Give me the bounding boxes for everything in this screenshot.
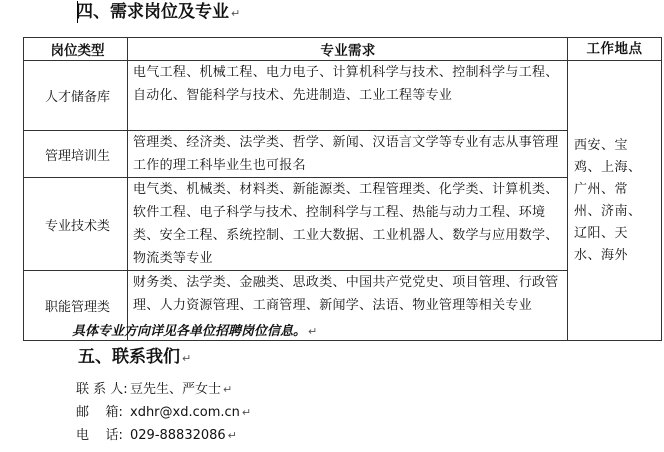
majors-cell: 财务类、法学类、金融类、思政类、中国共产党党史、项目管理、行政管理、人力资源管理、工商管理、新闻学、法语、物业管理等相关专业 [128,271,568,341]
position-type-cell: 管理培训生 [24,131,128,178]
contact-phone-line [76,427,237,445]
majors-cell: 管理类、经济类、法学类、哲学、新闻、汉语言文学等专业有志从事管理工作的理工科毕业生也可报名 [128,131,568,178]
requirements-table [23,37,662,341]
paragraph-mark: ↵ [223,383,233,396]
paragraph-mark: ↵ [241,406,252,419]
contact-email-value[interactable]: xdhr@xd.com.cn [130,405,240,420]
table-row [24,61,662,131]
work-location-cell: 西安、宝鸡、上海、广州、常州、济南、辽阳、天水、海外 [568,61,662,341]
paragraph-mark: ↵ [231,7,241,20]
position-type-cell: 人才储备库 [24,61,128,131]
header-work-location: 工作地点 [568,38,662,61]
note-text: 具体专业方向详见各单位招聘岗位信息。 ↵ [72,324,318,339]
paragraph-mark: ↵ [182,352,192,365]
header-major-requirements: 专业需求 [128,38,568,61]
paragraph-mark: ↵ [308,325,318,338]
contact-person-line [76,381,232,399]
table-row [24,131,662,178]
table-header-row [24,38,662,61]
contact-email-line [76,404,251,422]
contact-person-value: 豆先生、严女士 [130,382,222,397]
contact-person-label: 联 系 人: [76,382,128,397]
header-position-type: 岗位类型 [24,38,128,61]
majors-cell: 电气类、机械类、材料类、新能源类、工程管理类、化学类、计算机类、软件工程、电子科学与技术、控制科学与工程、热能与动力工程、环境类、安全工程、系统控制、工业大数据、工业机器人、数学与应用数学、物流类等专业 [128,178,568,271]
contact-phone-value: 029-88832086 [130,428,226,443]
contact-email-label: 邮 箱: [76,405,123,420]
table-row [24,178,662,271]
paragraph-mark: ↵ [227,429,237,442]
majors-cell: 电气工程、机械工程、电力电子、计算机科学与技术、控制科学与工程、自动化、智能科学与技术、先进制造、工业工程等专业 [128,61,568,131]
contact-phone-label: 电 话: [76,428,123,443]
section-heading-4: 四、需求岗位及专业 ↵ [76,2,241,22]
position-type-cell: 专业技术类 [24,178,128,271]
position-type-cell: 职能管理类 [24,271,128,341]
section-heading-5: 五、联系我们 ↵ [78,347,192,367]
